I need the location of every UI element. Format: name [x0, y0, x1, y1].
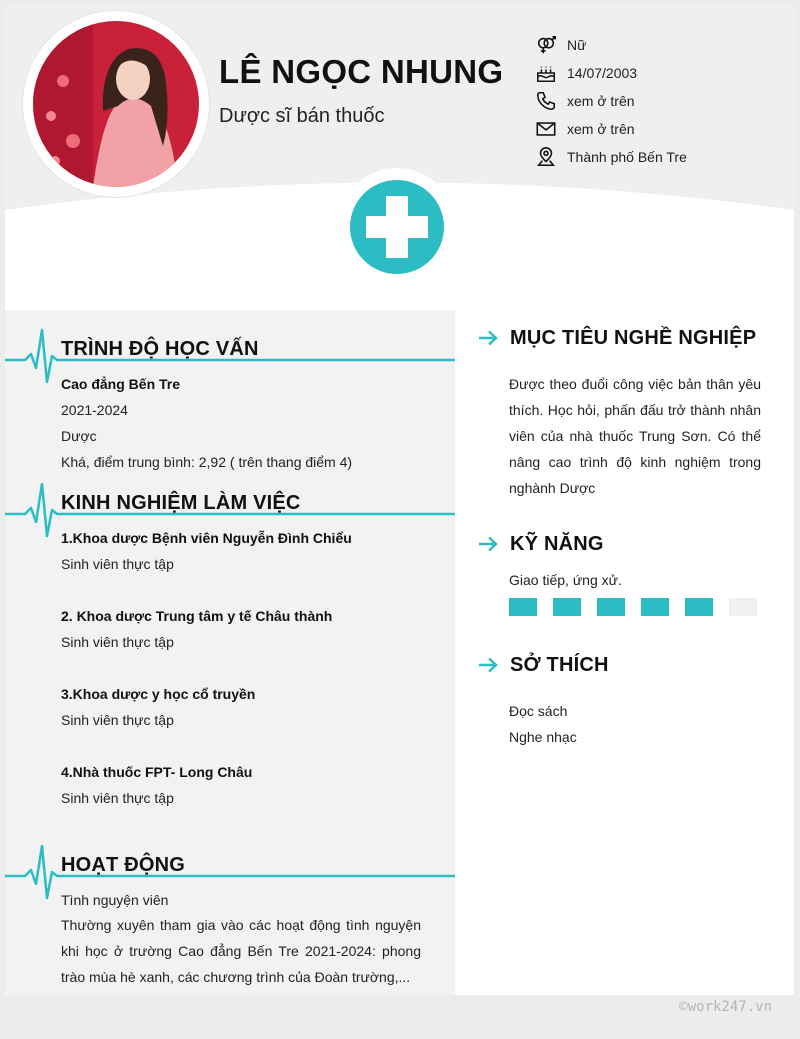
hobby-item: Đọc sách	[509, 703, 568, 719]
left-column	[5, 310, 455, 995]
email-icon	[535, 118, 557, 140]
email-value: xem ở trên	[567, 121, 635, 137]
education-title: TRÌNH ĐỘ HỌC VẤN	[61, 338, 259, 360]
skill-level-bar	[509, 598, 773, 616]
activities-header	[5, 840, 455, 900]
experience-role: Sinh viên thực tập	[61, 712, 174, 728]
skill-level-segment	[729, 598, 757, 616]
education-school: Cao đẳng Bến Tre	[61, 376, 181, 392]
phone-icon	[535, 90, 557, 112]
birthday-value: 14/07/2003	[567, 65, 638, 81]
skills-header	[478, 529, 604, 559]
gender-value: Nữ	[567, 37, 587, 53]
arrow-right-icon	[478, 536, 498, 552]
hobby-item: Nghe nhạc	[509, 729, 577, 745]
experience-role: Sinh viên thực tập	[61, 634, 174, 650]
skill-name: Giao tiếp, ứng xử.	[509, 572, 622, 588]
hobbies-header	[478, 650, 609, 680]
gender-icon	[535, 34, 557, 56]
activity-name: Tình nguyện viên	[61, 892, 169, 908]
experience-place: 4.Nhà thuốc FPT- Long Châu	[61, 764, 253, 780]
education-grade: Khá, điểm trung bình: 2,92 ( trên thang điểm 4)	[61, 454, 353, 470]
education-years: 2021-2024	[61, 402, 128, 418]
education-header	[5, 324, 455, 384]
contact-gender	[535, 31, 687, 59]
location-pin-icon	[535, 146, 557, 168]
medical-cross-icon	[350, 180, 444, 274]
activities-title: HOẠT ĐỘNG	[61, 854, 186, 876]
watermark: ©work247.vn	[679, 999, 772, 1015]
arrow-right-icon	[478, 657, 498, 673]
contact-address	[535, 143, 687, 171]
activity-description: Thường xuyên tham gia vào các hoạt động tình nguyện khi học ở trường Cao đẳng Bến Tre 2021-2024: phong trào mùa hè xanh, các chương trình của Đoàn trường,...	[61, 917, 421, 985]
experience-role: Sinh viên thực tập	[61, 790, 174, 806]
skill-level-segment	[597, 598, 625, 616]
contact-email	[535, 115, 687, 143]
skill-level-segment	[553, 598, 581, 616]
medical-cross-badge	[338, 168, 456, 286]
experience-place: 3.Khoa dược y học cổ truyền	[61, 686, 256, 702]
education-major: Dược	[61, 428, 97, 444]
experience-title: KINH NGHIỆM LÀM VIỆC	[61, 492, 301, 514]
skill-level-segment	[685, 598, 713, 616]
contact-info	[535, 31, 687, 171]
cv-page	[5, 5, 794, 995]
birthday-cake-icon	[535, 62, 557, 84]
full-name: LÊ NGỌC NHUNG	[219, 53, 504, 90]
hobbies-title: SỞ THÍCH	[510, 653, 609, 676]
contact-birthday	[535, 59, 687, 87]
experience-role: Sinh viên thực tập	[61, 556, 174, 572]
profile-photo	[33, 21, 199, 187]
skill-level-segment	[641, 598, 669, 616]
objective-title: MỤC TIÊU NGHỀ NGHIỆP	[510, 326, 757, 349]
contact-phone	[535, 87, 687, 115]
address-value: Thành phố Bến Tre	[567, 149, 687, 165]
arrow-right-icon	[478, 330, 498, 346]
skills-title: KỸ NĂNG	[510, 532, 604, 555]
objective-text: Được theo đuổi công việc bản thân yêu thích. Học hỏi, phấn đấu trở thành nhân viên của nhà thuốc Trung Sơn. Có thể nâng cao trình độ kinh nghiệm trong nghành Dược	[509, 376, 761, 496]
experience-place: 1.Khoa dược Bệnh viên Nguyễn Đình Chiểu	[61, 530, 352, 546]
job-title: Dược sĩ bán thuốc	[219, 105, 385, 127]
experience-place: 2. Khoa dược Trung tâm y tế Châu thành	[61, 608, 333, 624]
objective-header	[478, 323, 756, 353]
experience-header	[5, 478, 455, 538]
avatar	[23, 11, 209, 197]
phone-value: xem ở trên	[567, 93, 635, 109]
skill-level-segment	[509, 598, 537, 616]
